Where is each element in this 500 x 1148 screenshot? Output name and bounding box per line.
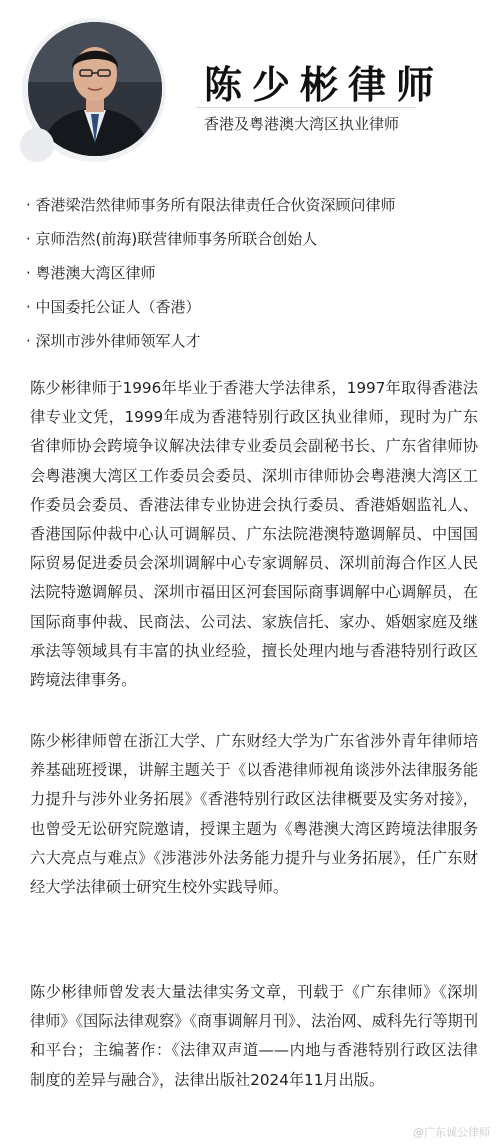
profile-header xyxy=(0,0,500,175)
lawyer-subtitle: 香港及粤港澳大湾区执业律师 xyxy=(204,115,400,133)
decorative-dot xyxy=(20,128,54,162)
credentials-list xyxy=(26,188,486,358)
lawyer-name: 陈少彬律师 xyxy=(204,62,445,107)
credential-item: · 深圳市涉外律师领军人才 xyxy=(26,332,201,350)
watermark: @广东诚公律师 xyxy=(413,1126,490,1139)
bio-paragraph-teaching: 陈少彬律师曾在浙江大学、广东财经大学为广东省涉外青年律师培养基础班授课，讲解主题关于《以香港律师视角谈涉外法律服务能力提升与涉外业务拓展》《香港特别行政区法律概要及实务对接》，也曾受无讼研究院邀请，授课主题为《粤港澳大湾区跨境法律服务六大亮点与难点》《涉港涉外法务能力提升与业务拓展》，任广东财经大学法律硕士研究生校外实践导师。 xyxy=(30,732,478,897)
credential-item: · 京师浩然(前海)联营律师事务所联合创始人 xyxy=(26,230,318,248)
credential-item: · 香港梁浩然律师事务所有限法律责任合伙资深顾问律师 xyxy=(26,196,396,214)
bio-paragraph-publications: 陈少彬律师曾发表大量法律实务文章，刊载于《广东律师》《深圳律师》《国际法律观察》《商事调解月刊》、法治网、威科先行等期刊和平台；主编著作：《法律双声道——内地与香港特别行政区法律制度的差异与融合》，法律出版社2024年11月出版。 xyxy=(30,983,479,1089)
bio-paragraph-career: 陈少彬律师于1996年毕业于香港大学法律系，1997年取得香港法律专业文凭，1999年成为香港特别行政区执业律师，现时为广东省律师协会跨境争议解决法律专业委员会副秘书长、广东省律师协会粤港澳大湾区工作委员会委员、深圳市律师协会粤港澳大湾区工作委员会委员、香港法律专业协进会执行委员、香港婚姻监礼人、香港国际仲裁中心认可调解员、广东法院港澳特邀调解员、中国国际贸易促进委员会深圳调解中心专家调解员、深圳前海合作区人民法院特邀调解员、深圳市福田区河套国际商事调解中心调解员，在国际商事仲裁、民商法、公司法、家族信托、家办、婚姻家庭及继承法等领域具有丰富的执业经验，擅长处理内地与香港特别行政区跨境法律事务。 xyxy=(30,379,478,690)
credential-item: · 中国委托公证人（香港） xyxy=(26,298,201,316)
title-divider xyxy=(196,107,416,108)
credential-item: · 粤港澳大湾区律师 xyxy=(26,264,156,282)
